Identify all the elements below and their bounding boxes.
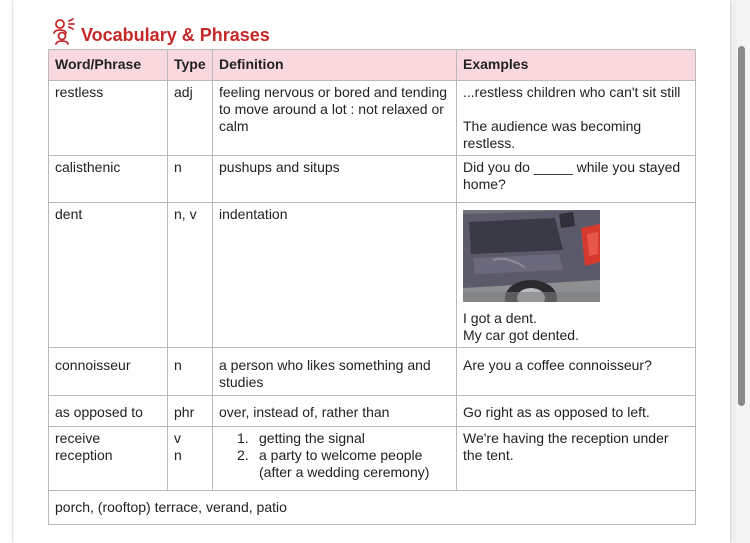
column-header-definition: Definition [213, 50, 457, 81]
definition-cell: pushups and situps [213, 156, 457, 203]
examples-cell: Did you do _____ while you stayed home? [457, 156, 696, 203]
dented-car-photo [463, 210, 600, 302]
table-row [49, 491, 696, 525]
list-text: getting the signal [259, 430, 365, 446]
example-text: I got a dent. [463, 310, 537, 326]
word-cell: dent [49, 203, 168, 348]
table-row [49, 156, 696, 203]
example-text: My car got dented. [463, 327, 579, 343]
examples-cell: Go right as as opposed to left. [457, 396, 696, 427]
type-text: v [174, 430, 181, 446]
definition-cell: feeling nervous or bored and tending to move around a lot : not relaxed or calm [213, 81, 457, 156]
section-title [52, 11, 270, 45]
type-cell: adj [168, 81, 213, 156]
table-row [49, 81, 696, 156]
list-number: 2. [237, 447, 249, 463]
list-item [213, 430, 450, 447]
list-number: 1. [237, 430, 249, 446]
vocabulary-table [48, 49, 696, 525]
word-text: reception [55, 447, 113, 463]
examples-cell: We're having the reception under the tent. [457, 427, 696, 491]
table-row [49, 396, 696, 427]
definition-cell: a person who likes something and studies [213, 348, 457, 396]
column-header-examples: Examples [457, 50, 696, 81]
example-text: The audience was becoming restless. [463, 118, 642, 151]
word-cell: calisthenic [49, 156, 168, 203]
list-text: a party to welcome people (after a wedding ceremony) [259, 447, 430, 480]
footer-note: porch, (rooftop) terrace, verand, patio [49, 491, 696, 525]
column-header-word: Word/Phrase [49, 50, 168, 81]
word-text: receive [55, 430, 101, 446]
table-row [49, 348, 696, 396]
type-cell: n [168, 348, 213, 396]
examples-cell: Are you a coffee connoisseur? [457, 348, 696, 396]
examples-cell [457, 203, 696, 348]
definition-list [213, 430, 450, 481]
word-cell [49, 427, 168, 491]
type-text: n [174, 447, 182, 463]
definition-cell: over, instead of, rather than [213, 396, 457, 427]
word-cell: restless [49, 81, 168, 156]
column-header-type: Type [168, 50, 213, 81]
table-row [49, 427, 696, 491]
type-cell: n, v [168, 203, 213, 348]
type-cell [168, 427, 213, 491]
list-item [213, 447, 450, 481]
type-cell: phr [168, 396, 213, 427]
example-text: ...restless children who can't sit still [463, 84, 681, 100]
page-title: Vocabulary & Phrases [81, 25, 270, 45]
definition-cell: indentation [213, 203, 457, 348]
word-cell: as opposed to [49, 396, 168, 427]
table-header-row [49, 50, 696, 81]
table-row [49, 203, 696, 348]
examples-cell [457, 81, 696, 156]
scrollbar-thumb[interactable] [738, 46, 745, 406]
people-talking-icon [52, 17, 78, 45]
type-cell: n [168, 156, 213, 203]
definition-cell [213, 427, 457, 491]
word-cell: connoisseur [49, 348, 168, 396]
